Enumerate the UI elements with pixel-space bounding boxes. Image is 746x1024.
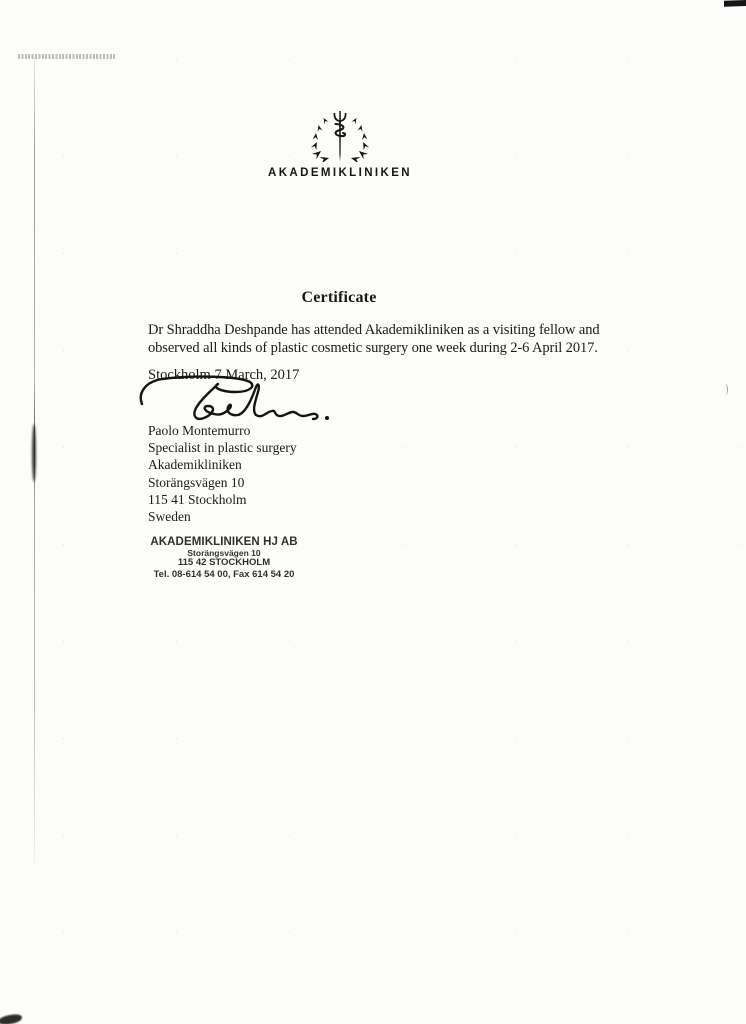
- signatory-title: Specialist in plastic surgery: [148, 440, 297, 456]
- signatory-country: Sweden: [148, 509, 191, 525]
- certificate-body: [148, 322, 600, 357]
- body-line-1: Dr Shraddha Deshpande has attended Akademikliniken as a visiting fellow and: [148, 322, 600, 338]
- signatory-street: Storängsvägen 10: [148, 474, 245, 490]
- signatory-clinic: Akademikliniken: [148, 457, 242, 473]
- signatory-block: [148, 422, 297, 525]
- body-line-2: observed all kinds of plastic cosmetic surgery one week during 2-6 April 2017.: [148, 339, 598, 356]
- handwritten-signature: [138, 374, 338, 426]
- smudge-bottom-left: [0, 1013, 23, 1024]
- caduceus-wreath-icon: [307, 110, 373, 162]
- stamp-company: AKADEMIKLINIKEN HJ AB: [150, 536, 298, 548]
- signatory-city: 115 41 Stockholm: [148, 491, 247, 507]
- stamp-city: 115 42 STOCKHOLM: [177, 557, 271, 568]
- stamp-phone: Tel. 08-614 54 00, Fax 614 54 20: [153, 568, 295, 580]
- scan-arc-artifact: [723, 384, 728, 395]
- signatory-name: Paolo Montemurro: [148, 423, 251, 438]
- clinic-logo: [240, 110, 440, 179]
- fax-header-artifact: [18, 54, 115, 59]
- stamp-street: Storängsvägen 10: [187, 548, 261, 558]
- certificate-title: Certificate: [301, 289, 377, 306]
- corner-mark-top-right: [724, 0, 746, 7]
- scan-streak-blob: [32, 424, 36, 482]
- dateline: Stockholm 7 March, 2017: [148, 367, 300, 383]
- logo-wordmark: AKADEMIKLINIKEN: [268, 167, 412, 179]
- rubber-stamp: [138, 536, 310, 580]
